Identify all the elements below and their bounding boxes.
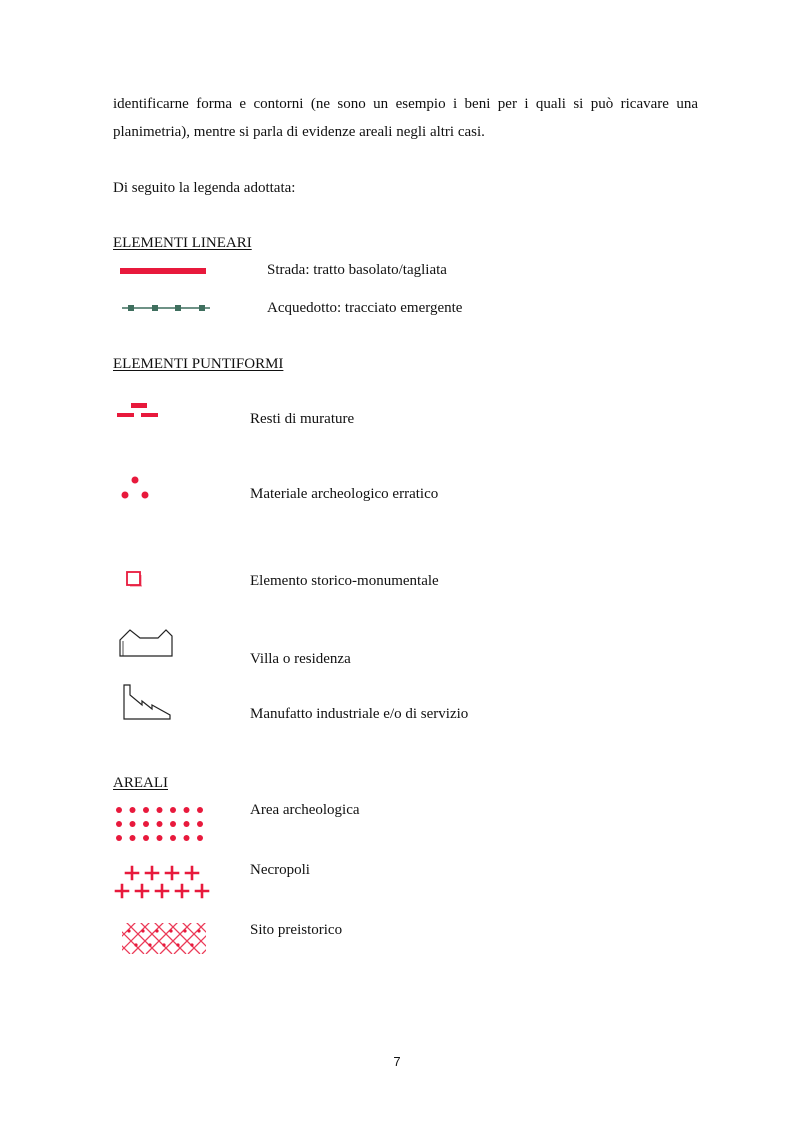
legend-label-aqueduct: Acquedotto: tracciato emergente xyxy=(267,300,463,316)
legend-label-prehistoric-site: Sito preistorico xyxy=(250,922,343,938)
legend-intro: Di seguito la legenda adottata: xyxy=(113,180,296,196)
cross-pattern-icon xyxy=(114,860,210,902)
villa-outline-icon xyxy=(114,624,190,660)
monument-square-icon xyxy=(124,569,144,589)
aqueduct-line-icon xyxy=(120,301,212,315)
legend-label-villa: Villa o residenza xyxy=(250,651,351,667)
erratic-material-icon xyxy=(115,474,155,504)
paragraph-line-2: planimetria), mentre si parla di evidenze areali negli altri casi. xyxy=(113,124,485,140)
crosshatch-pattern-icon xyxy=(120,918,210,958)
section-heading-linear: ELEMENTI LINEARI xyxy=(113,235,252,251)
section-heading-areal: AREALI xyxy=(113,775,168,791)
legend-label-monument: Elemento storico-monumentale xyxy=(250,573,439,589)
paragraph-line-1: identificarne forma e contorni (ne sono un esempio i beni per i quali si può ricavare una xyxy=(113,96,698,112)
page-number: 7 xyxy=(393,1054,401,1069)
legend-label-necropolis: Necropoli xyxy=(250,862,310,878)
legend-label-walls: Resti di murature xyxy=(250,411,355,427)
section-heading-point: ELEMENTI PUNTIFORMI xyxy=(113,356,284,372)
legend-label-factory: Manufatto industriale e/o di servizio xyxy=(250,706,469,722)
legend-label-archaeological-area: Area archeologica xyxy=(250,802,360,818)
wall-remains-icon xyxy=(115,401,163,421)
legend-label-erratic: Materiale archeologico erratico xyxy=(250,486,439,502)
red-road-line-icon xyxy=(118,264,210,278)
dot-pattern-icon xyxy=(112,803,208,845)
factory-outline-icon xyxy=(116,681,176,723)
legend-label-road: Strada: tratto basolato/tagliata xyxy=(267,262,447,278)
